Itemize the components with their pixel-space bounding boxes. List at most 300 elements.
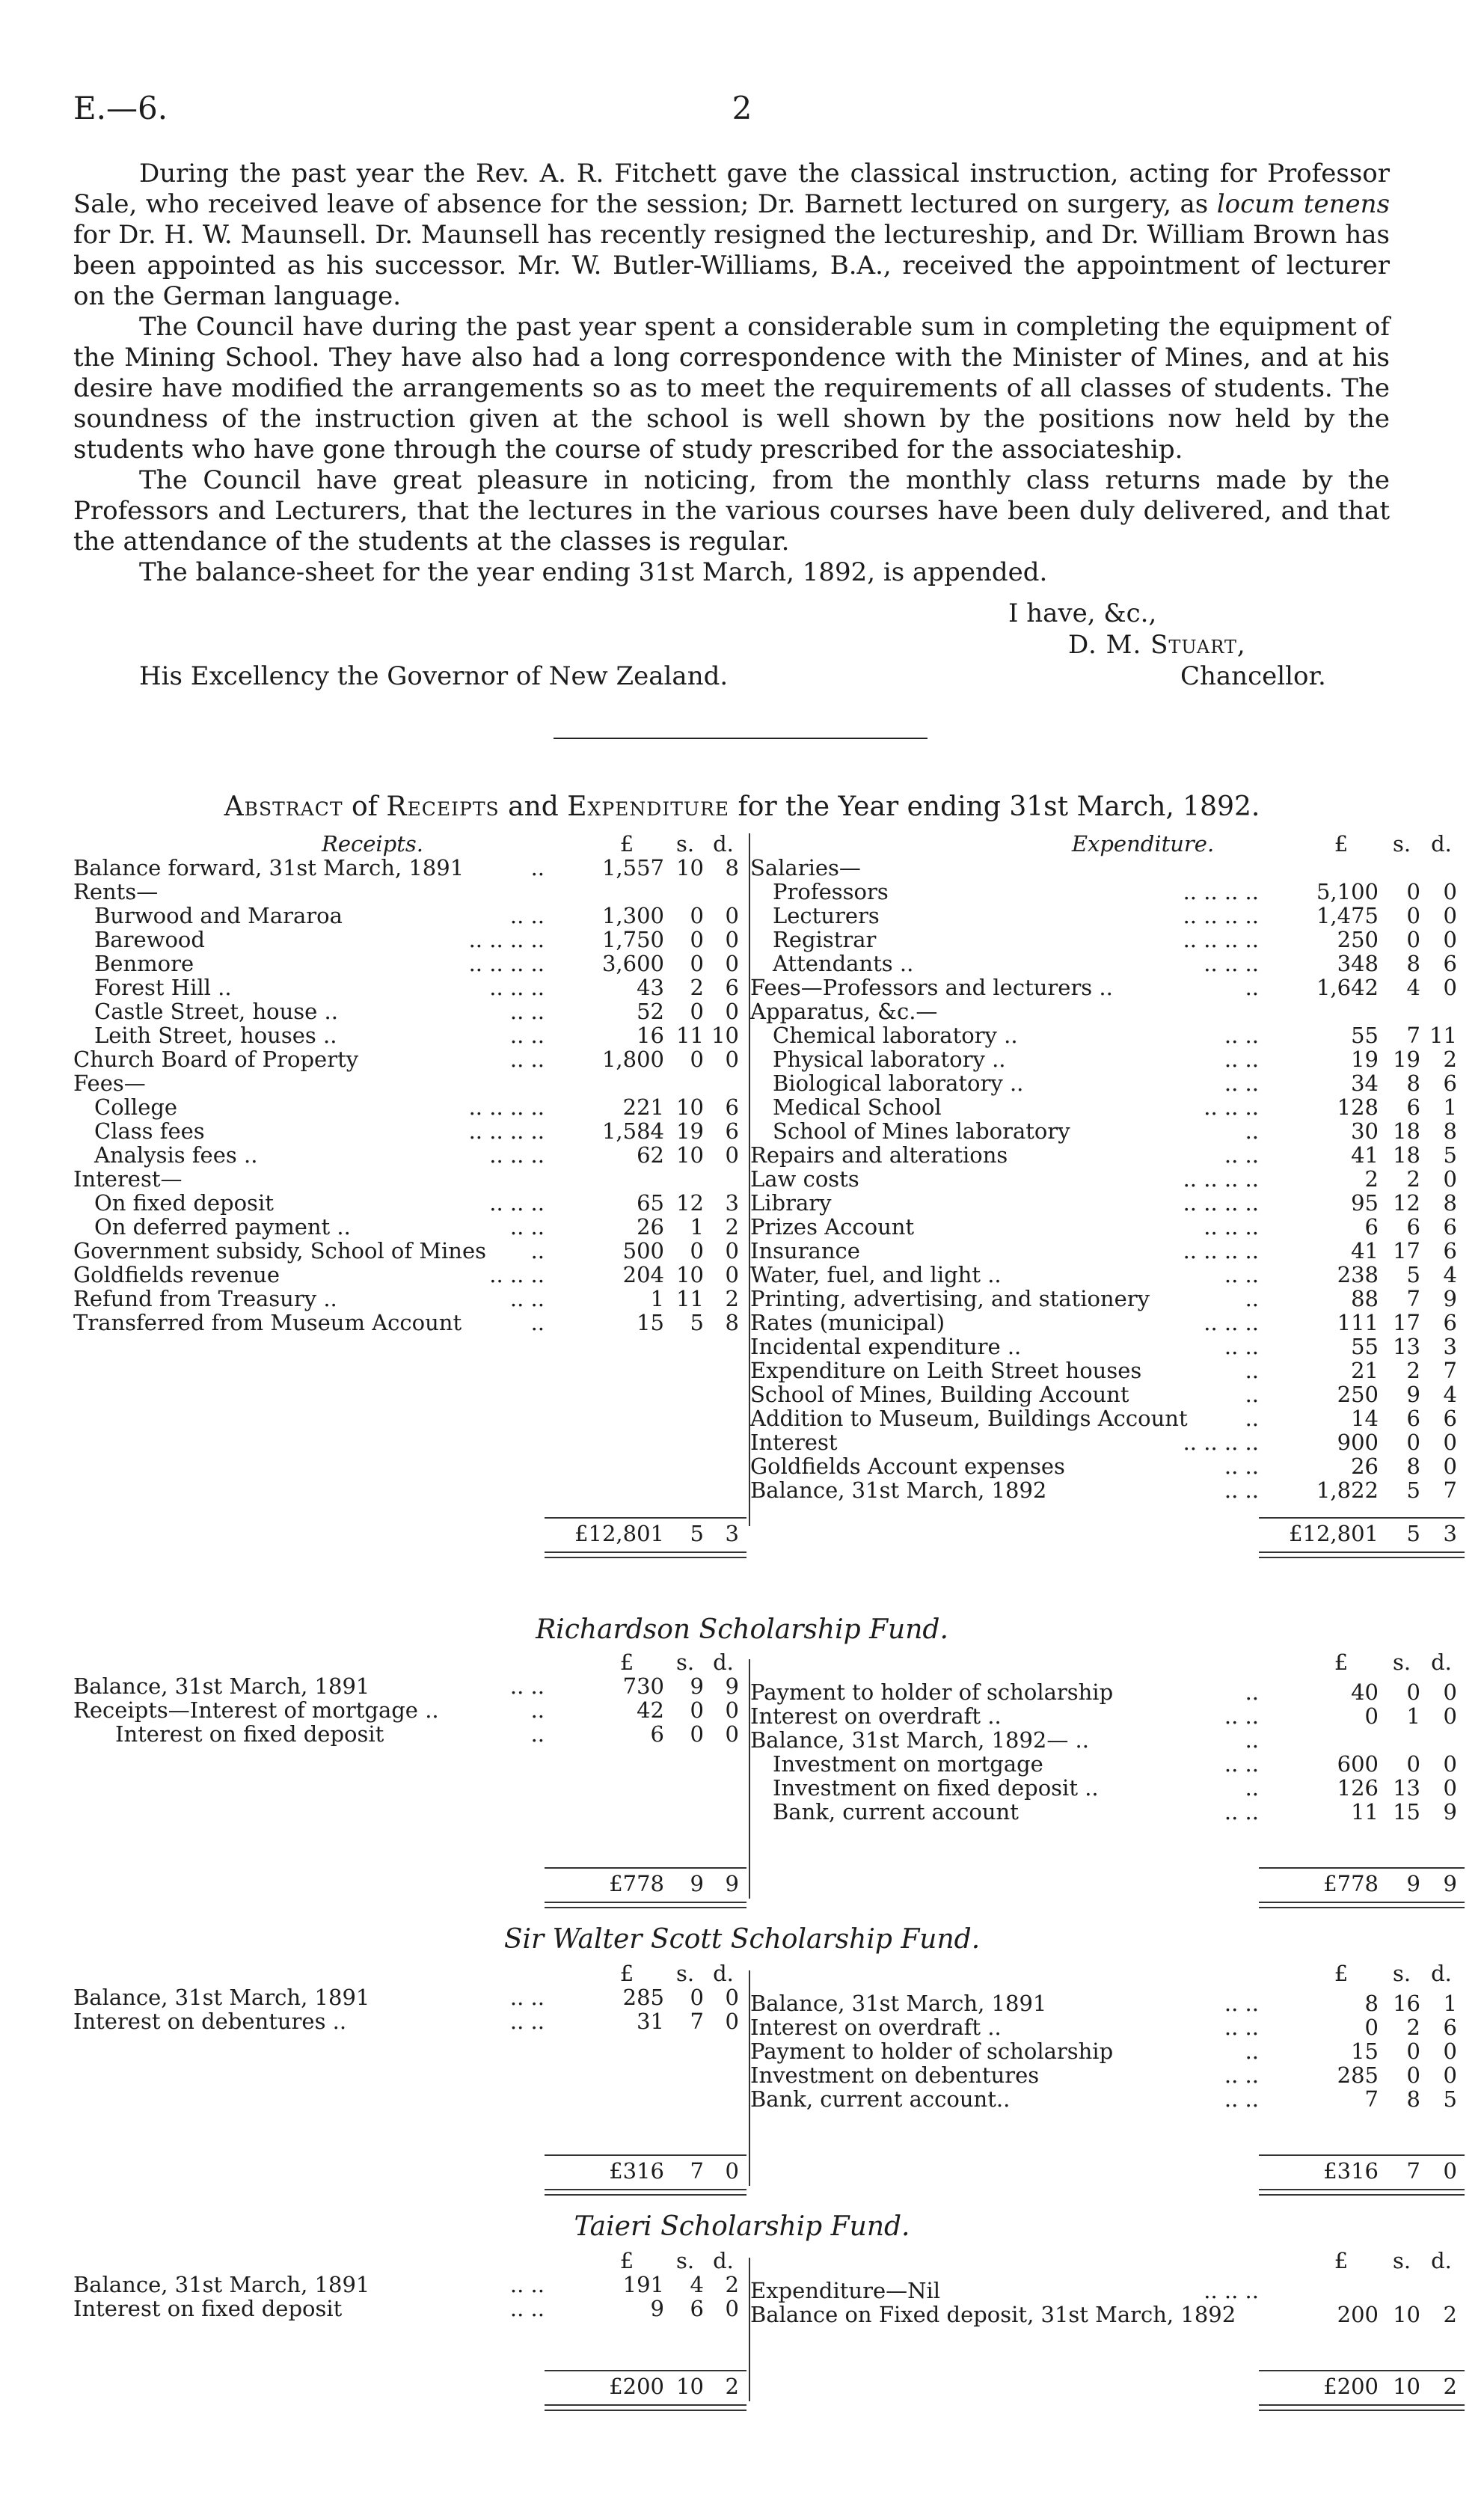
receipt-row-shillings: 11 — [676, 1023, 704, 1048]
expenditure-row-pence: 7 — [1443, 1477, 1457, 1503]
receipt-row-pounds: 1 — [650, 1286, 664, 1311]
scott-credit-row-pence: 6 — [1443, 2015, 1457, 2040]
scott-credit-row-pounds: 8 — [1364, 1991, 1379, 2016]
richardson-credit-row-label: Balance, 31st March, 1892— .. — [750, 1727, 1089, 1753]
expenditure-row-shillings: 0 — [1406, 1430, 1420, 1455]
richardson-credit-row-pounds: 0 — [1364, 1703, 1379, 1729]
expenditure-row-leader: .. .. .. .. — [1183, 1238, 1259, 1263]
receipt-row-leader: .. .. .. .. — [468, 951, 545, 976]
taieri-debit-row-shillings: 6 — [690, 2296, 704, 2321]
receipt-row-label: Forest Hill .. — [94, 975, 232, 1000]
signoff-title: Chancellor. — [1180, 661, 1326, 691]
receipt-row-label: On deferred payment .. — [94, 1214, 351, 1240]
expenditure-row-pence: 0 — [1443, 927, 1457, 952]
paragraph-staff-a: During the past year the Rev. A. R. Fitchett gave the classical instruction, acting for Professor Sale, who received leave of absence for the session; Dr. Barnett lectured on surgery, as — [73, 159, 1390, 219]
receipt-row-pence: 6 — [725, 1094, 739, 1120]
expenditure-row-label: Insurance — [750, 1238, 860, 1263]
expenditure-row-shillings: 0 — [1406, 903, 1420, 928]
page-header — [73, 90, 1411, 135]
expenditure-row-shillings: 13 — [1393, 1334, 1420, 1359]
richardson-credit-row-pounds: 40 — [1351, 1679, 1379, 1705]
expenditure-row-pence: 0 — [1443, 1453, 1457, 1479]
right-total-rule — [1259, 2370, 1465, 2371]
receipt-row-leader: .. .. .. .. — [468, 1118, 545, 1144]
expenditure-row-leader: .. .. .. — [1204, 951, 1259, 976]
receipt-row-pounds: 221 — [622, 1094, 664, 1120]
receipt-row-label: Goldfields revenue — [73, 1262, 280, 1287]
expenditure-row-leader: .. .. — [1224, 1262, 1259, 1287]
richardson-credit-row-label: Payment to holder of scholarship — [750, 1679, 1114, 1705]
expenditure-row-leader: .. .. .. .. — [1183, 927, 1259, 952]
left-total-pounds: £778 — [609, 1871, 664, 1896]
expenditure-row-pounds: 41 — [1351, 1142, 1379, 1168]
right-total-rule — [1259, 2154, 1465, 2156]
taieri-credit-row-pounds: 200 — [1337, 2302, 1379, 2327]
expenditure-row-pence: 2 — [1443, 1047, 1457, 1072]
receipt-row-shillings: 10 — [676, 855, 704, 880]
page-number: 2 — [732, 90, 752, 126]
expenditure-row-pounds: 900 — [1337, 1430, 1379, 1455]
right-currency-shillings: s. — [1392, 2248, 1411, 2273]
expenditure-row-shillings: 5 — [1406, 1477, 1420, 1503]
scott-credit-row-leader: .. .. — [1224, 2015, 1259, 2040]
receipt-row-shillings: 12 — [676, 1190, 704, 1216]
right-currency-pence: d. — [1431, 2248, 1452, 2273]
taieri-debit-row-label: Interest on fixed deposit — [73, 2296, 343, 2321]
paragraph-mining-school: The Council have during the past year spent a considerable sum in completing the equipment of the Mining School. They have also had a long correspondence with the Minister of Mines, and at his desire have modified the arrangements so as to meet the requirements of all classes of students. The soundness of the instruction given at the school is well shown by the positions now held by the students who have gone through the course of study prescribed for the associateship. — [73, 312, 1390, 465]
right-total-rule — [1259, 1867, 1465, 1869]
receipt-row-label: Balance forward, 31st March, 1891 — [73, 855, 464, 880]
richardson-debit-row-shillings: 0 — [690, 1697, 704, 1723]
receipt-row-label: Government subsidy, School of Mines — [73, 1238, 487, 1263]
expenditure-row-label: Interest — [750, 1430, 838, 1455]
receipt-row-pence: 2 — [725, 1214, 739, 1240]
taieri-debit-row-pence: 2 — [725, 2272, 739, 2297]
signoff — [73, 598, 1390, 691]
scott-title: Sir Walter Scott Scholarship Fund. — [503, 1924, 981, 1955]
receipt-row-leader: .. .. .. .. — [468, 927, 545, 952]
receipt-row-label: Rents— — [73, 879, 159, 904]
right-total-pence: 2 — [1443, 2374, 1457, 2399]
expenditure-row-shillings: 18 — [1393, 1142, 1420, 1168]
receipt-row-pence: 6 — [725, 975, 739, 1000]
signoff-greeting: I have, &c., — [1008, 598, 1157, 628]
paragraph-balance-sheet: The balance-sheet for the year ending 31st March, 1892, is appended. — [139, 557, 1048, 587]
expenditure-row-label: Library — [750, 1190, 832, 1216]
scott-credit-row-label: Balance, 31st March, 1891 — [750, 1991, 1047, 2016]
right-total-shillings: 9 — [1406, 1871, 1420, 1896]
richardson-credit-row-leader: .. — [1245, 1775, 1259, 1801]
receipt-row-leader: .. .. — [509, 1214, 545, 1240]
expenditure-row-label: Lecturers — [773, 903, 880, 928]
left-currency-pounds: £ — [619, 2248, 634, 2273]
scott-credit-row-label: Payment to holder of scholarship — [750, 2038, 1114, 2064]
right-currency-pence: d. — [1431, 831, 1452, 857]
right-total-shillings: 7 — [1406, 2158, 1420, 2184]
left-currency-pence: d. — [713, 2248, 734, 2273]
richardson-debit-row-pence: 0 — [725, 1697, 739, 1723]
expenditure-row-leader: .. .. — [1224, 1047, 1259, 1072]
expenditure-row-pounds: 95 — [1351, 1190, 1379, 1216]
taieri-credit-row-label: Balance on Fixed deposit, 31st March, 1892 — [750, 2302, 1236, 2327]
receipt-row-pence: 0 — [725, 999, 739, 1024]
expenditure-row-pence: 4 — [1443, 1262, 1457, 1287]
expenditure-row-pence: 4 — [1443, 1382, 1457, 1407]
scott-debit-row-leader: .. .. — [509, 1985, 545, 2010]
abstract-title-word-and: and — [508, 791, 559, 822]
richardson-table — [73, 1649, 1457, 1905]
right-total-shillings: 10 — [1393, 2374, 1420, 2399]
receipt-row-label: Transferred from Museum Account — [73, 1310, 462, 1335]
receipt-row-pounds: 16 — [637, 1023, 664, 1048]
receipt-row-pounds: 1,584 — [601, 1118, 664, 1144]
expenditure-row-leader: .. — [1245, 1358, 1259, 1383]
scott-credit-row-leader: .. .. — [1224, 2062, 1259, 2088]
receipt-row-pounds: 65 — [637, 1190, 664, 1216]
left-currency-pence: d. — [713, 1649, 734, 1675]
left-currency-pounds: £ — [619, 1961, 634, 1986]
right-total-pounds: £316 — [1323, 2158, 1379, 2184]
richardson-debit-row-label: Balance, 31st March, 1891 — [73, 1673, 370, 1699]
expenditure-row-shillings: 7 — [1406, 1286, 1420, 1311]
richardson-debit-row-pounds: 730 — [622, 1673, 664, 1699]
receipt-row-pence: 8 — [725, 1310, 739, 1335]
richardson-credit-row-pence: 0 — [1443, 1775, 1457, 1801]
expenditure-row-pounds: 250 — [1337, 1382, 1379, 1407]
receipt-row-pence: 0 — [725, 927, 739, 952]
expenditure-row-label: Chemical laboratory .. — [773, 1023, 1018, 1048]
right-currency-shillings: s. — [1392, 1961, 1411, 1986]
taieri-credit-row-label: Expenditure—Nil — [750, 2278, 941, 2303]
left-currency-pence: d. — [713, 1961, 734, 1986]
expenditure-row-label: Expenditure on Leith Street houses — [750, 1358, 1142, 1383]
receipt-row-leader: .. .. — [509, 1023, 545, 1048]
expenditure-row-leader: .. .. .. .. — [1183, 1190, 1259, 1216]
right-total-pence: 3 — [1443, 1521, 1457, 1546]
scott-credit-row-label: Interest on overdraft .. — [750, 2015, 1002, 2040]
expenditure-row-label: Apparatus, &c.— — [750, 999, 938, 1024]
receipt-row-leader: .. .. .. — [489, 1142, 545, 1168]
left-total-pence: 9 — [725, 1871, 739, 1896]
receipt-row-shillings: 10 — [676, 1262, 704, 1287]
left-total-rule — [545, 2370, 746, 2371]
expenditure-row-label: School of Mines laboratory — [773, 1118, 1070, 1144]
richardson-credit-row-label: Investment on fixed deposit .. — [773, 1775, 1099, 1801]
receipt-row-label: On fixed deposit — [94, 1190, 274, 1216]
expenditure-row-leader: .. .. .. .. — [1183, 879, 1259, 904]
scott-column-separator — [749, 1970, 750, 2186]
abstract-title — [0, 791, 1484, 822]
richardson-credit-row-leader: .. — [1245, 1727, 1259, 1753]
receipt-row-shillings: 11 — [676, 1286, 704, 1311]
expenditure-row-shillings: 0 — [1406, 927, 1420, 952]
expenditure-row-leader: .. .. — [1224, 1142, 1259, 1168]
right-total-shillings: 5 — [1406, 1521, 1420, 1546]
scott-credit-row-pence: 0 — [1443, 2038, 1457, 2064]
receipt-row-label: Refund from Treasury .. — [73, 1286, 337, 1311]
receipt-row-leader: .. — [530, 1310, 545, 1335]
left-total-rule — [545, 1867, 746, 1869]
receipt-row-leader: .. .. .. — [489, 975, 545, 1000]
receipt-row-leader: .. .. .. — [489, 1190, 545, 1216]
expenditure-row-shillings: 8 — [1406, 951, 1420, 976]
receipt-row-shillings: 5 — [690, 1310, 704, 1335]
expenditure-row-leader: .. .. — [1224, 1070, 1259, 1096]
receipt-row-pence: 0 — [725, 1262, 739, 1287]
taieri-debit-row-label: Balance, 31st March, 1891 — [73, 2272, 370, 2297]
expenditure-row-shillings: 17 — [1393, 1310, 1420, 1335]
taieri-credit-row-shillings: 10 — [1393, 2302, 1420, 2327]
receipt-row-label: Interest— — [73, 1166, 183, 1192]
receipt-row-shillings: 0 — [690, 1238, 704, 1263]
right-currency-pence: d. — [1431, 1649, 1452, 1675]
receipt-row-label: Barewood — [94, 927, 205, 952]
expenditure-row-shillings: 4 — [1406, 975, 1420, 1000]
expenditure-row-pence: 6 — [1443, 1070, 1457, 1096]
receipt-row-shillings: 10 — [676, 1094, 704, 1120]
richardson-credit-row-label: Investment on mortgage — [773, 1751, 1043, 1777]
receipt-row-pence: 10 — [711, 1023, 739, 1048]
expenditure-row-leader: .. — [1245, 1286, 1259, 1311]
scott-debit-row-pounds: 285 — [622, 1985, 664, 2010]
abstract-table — [73, 831, 1457, 1580]
left-total-rule — [545, 1517, 746, 1519]
abstract-title-word-of: of — [351, 791, 378, 822]
expenditure-row-shillings: 5 — [1406, 1262, 1420, 1287]
expenditure-row-leader: .. .. .. .. — [1183, 903, 1259, 928]
expenditure-row-pounds: 250 — [1337, 927, 1379, 952]
paragraph-staff-italic: locum tenens — [1216, 189, 1391, 219]
paragraph-class-returns: The Council have great pleasure in noticing, from the monthly class returns made by the Professors and Lecturers, that the lectures in the various courses have been duly delivered, and that the attendance of the students at the classes is regular. — [73, 465, 1390, 557]
receipt-row-label: Class fees — [94, 1118, 205, 1144]
scott-credit-row-pounds: 0 — [1364, 2015, 1379, 2040]
right-total-pence: 0 — [1443, 2158, 1457, 2184]
richardson-column-separator — [749, 1659, 750, 1899]
expenditure-row-shillings: 12 — [1393, 1190, 1420, 1216]
receipt-row-label: Burwood and Mararoa — [94, 903, 343, 928]
right-currency-shillings: s. — [1392, 831, 1411, 857]
taieri-column-separator — [749, 2258, 750, 2401]
expenditure-row-shillings: 9 — [1406, 1382, 1420, 1407]
scott-credit-row-pence: 5 — [1443, 2086, 1457, 2112]
expenditure-row-leader: .. — [1245, 1406, 1259, 1431]
left-total-pence: 0 — [725, 2158, 739, 2184]
richardson-debit-row-pence: 0 — [725, 1721, 739, 1747]
receipt-row-pence: 0 — [725, 1238, 739, 1263]
receipt-row-pounds: 15 — [637, 1310, 664, 1335]
richardson-title: Richardson Scholarship Fund. — [536, 1614, 948, 1645]
receipt-row-pounds: 500 — [622, 1238, 664, 1263]
left-currency-shillings: s. — [675, 1961, 695, 1986]
expenditure-row-label: Law costs — [750, 1166, 859, 1192]
left-currency-pounds: £ — [619, 831, 634, 857]
left-total-pounds: £200 — [609, 2374, 664, 2399]
expenditure-row-label: Prizes Account — [750, 1214, 915, 1240]
receipt-row-pounds: 1,300 — [601, 903, 664, 928]
expenditure-row-shillings: 6 — [1406, 1406, 1420, 1431]
left-total-pence: 2 — [725, 2374, 739, 2399]
left-total-shillings: 7 — [690, 2158, 704, 2184]
expenditure-row-leader: .. .. — [1224, 1023, 1259, 1048]
receipts-heading: Receipts. — [322, 831, 423, 857]
expenditure-row-pence: 8 — [1443, 1190, 1457, 1216]
expenditure-row-label: Fees—Professors and lecturers .. — [750, 975, 1113, 1000]
receipt-row-leader: .. .. — [509, 903, 545, 928]
richardson-credit-row-leader: .. .. — [1224, 1799, 1259, 1825]
expenditure-row-leader: .. .. — [1224, 1477, 1259, 1503]
richardson-debit-row-label: Receipts—Interest of mortgage .. — [73, 1697, 439, 1723]
expenditure-row-pounds: 41 — [1351, 1238, 1379, 1263]
expenditure-row-pence: 6 — [1443, 951, 1457, 976]
expenditure-row-shillings: 19 — [1393, 1047, 1420, 1072]
richardson-debit-row-shillings: 0 — [690, 1721, 704, 1747]
expenditure-row-leader: .. .. — [1224, 1334, 1259, 1359]
expenditure-row-leader: .. .. .. — [1204, 1094, 1259, 1120]
abstract-title-rest: for the Year ending 31st March, 1892. — [738, 791, 1260, 822]
expenditure-row-leader: .. .. .. — [1204, 1310, 1259, 1335]
receipt-row-label: Leith Street, houses .. — [94, 1023, 337, 1048]
receipt-row-label: Fees— — [73, 1070, 146, 1096]
richardson-credit-row-pence: 9 — [1443, 1799, 1457, 1825]
receipt-row-pence: 8 — [725, 855, 739, 880]
left-currency-pence: d. — [713, 831, 734, 857]
right-total-double-rule — [1259, 2189, 1465, 2196]
column-separator — [749, 833, 750, 1526]
scott-debit-row-shillings: 7 — [690, 2009, 704, 2034]
expenditure-row-shillings: 8 — [1406, 1453, 1420, 1479]
receipt-row-shillings: 10 — [676, 1142, 704, 1168]
left-total-pence: 3 — [725, 1521, 739, 1546]
scott-credit-row-pounds: 7 — [1364, 2086, 1379, 2112]
document-code: E.—6. — [73, 90, 168, 126]
expenditure-row-pence: 9 — [1443, 1286, 1457, 1311]
taieri-debit-row-pence: 0 — [725, 2296, 739, 2321]
richardson-debit-row-leader: .. — [530, 1721, 545, 1747]
expenditure-row-pence: 8 — [1443, 1118, 1457, 1144]
expenditure-row-shillings: 2 — [1406, 1166, 1420, 1192]
abstract-title-word-expenditure: Expenditure — [567, 791, 730, 822]
right-total-pounds: £12,801 — [1289, 1521, 1379, 1546]
receipt-row-shillings: 0 — [690, 999, 704, 1024]
expenditure-row-leader: .. — [1245, 1382, 1259, 1407]
expenditure-row-label: Rates (municipal) — [750, 1310, 945, 1335]
receipt-row-shillings: 0 — [690, 951, 704, 976]
signoff-addressee: His Excellency the Governor of New Zealand. — [139, 661, 729, 691]
right-total-pounds: £778 — [1323, 1871, 1379, 1896]
expenditure-row-label: Salaries— — [750, 855, 861, 880]
expenditure-row-leader: .. .. — [1224, 1453, 1259, 1479]
receipt-row-pence: 0 — [725, 1047, 739, 1072]
expenditure-row-leader: .. .. .. .. — [1183, 1430, 1259, 1455]
receipt-row-label: Benmore — [94, 951, 194, 976]
scott-debit-row-label: Interest on debentures .. — [73, 2009, 347, 2034]
receipt-row-leader: .. .. — [509, 1286, 545, 1311]
receipt-row-pence: 0 — [725, 1142, 739, 1168]
receipt-row-shillings: 19 — [676, 1118, 704, 1144]
right-total-rule — [1259, 1517, 1465, 1519]
expenditure-row-shillings: 18 — [1393, 1118, 1420, 1144]
taieri-debit-row-leader: .. .. — [509, 2272, 545, 2297]
receipt-row-shillings: 0 — [690, 927, 704, 952]
scott-credit-row-leader: .. .. — [1224, 1991, 1259, 2016]
expenditure-row-label: Registrar — [773, 927, 877, 952]
expenditure-row-pence: 6 — [1443, 1406, 1457, 1431]
expenditure-row-label: Incidental expenditure .. — [750, 1334, 1022, 1359]
expenditure-row-label: Medical School — [773, 1094, 942, 1120]
expenditure-row-shillings: 2 — [1406, 1358, 1420, 1383]
richardson-credit-row-label: Bank, current account — [773, 1799, 1019, 1825]
right-total-pence: 9 — [1443, 1871, 1457, 1896]
section-divider — [554, 738, 927, 739]
expenditure-row-shillings: 7 — [1406, 1023, 1420, 1048]
richardson-debit-row-leader: .. .. — [509, 1673, 545, 1699]
expenditure-row-pounds: 14 — [1351, 1406, 1379, 1431]
receipt-row-pounds: 26 — [637, 1214, 664, 1240]
expenditure-row-leader: .. — [1245, 975, 1259, 1000]
left-total-pounds: £12,801 — [574, 1521, 664, 1546]
receipt-row-label: Analysis fees .. — [94, 1142, 258, 1168]
expenditure-heading: Expenditure. — [1071, 831, 1215, 857]
scott-debit-row-label: Balance, 31st March, 1891 — [73, 1985, 370, 2010]
expenditure-row-pence: 6 — [1443, 1238, 1457, 1263]
expenditure-row-pence: 0 — [1443, 1166, 1457, 1192]
richardson-credit-row-pence: 0 — [1443, 1679, 1457, 1705]
receipt-row-pounds: 43 — [637, 975, 664, 1000]
left-total-shillings: 10 — [676, 2374, 704, 2399]
richardson-debit-row-label: Interest on fixed deposit — [115, 1721, 384, 1747]
expenditure-row-label: Biological laboratory .. — [773, 1070, 1024, 1096]
richardson-credit-row-pounds: 126 — [1337, 1775, 1379, 1801]
richardson-credit-row-shillings: 0 — [1406, 1751, 1420, 1777]
expenditure-row-pence: 0 — [1443, 903, 1457, 928]
receipt-row-pounds: 204 — [622, 1262, 664, 1287]
richardson-credit-row-leader: .. .. — [1224, 1703, 1259, 1729]
receipt-row-pounds: 1,800 — [601, 1047, 664, 1072]
receipt-row-shillings: 0 — [690, 903, 704, 928]
receipt-row-leader: .. .. .. — [489, 1262, 545, 1287]
scott-credit-row-pounds: 285 — [1337, 2062, 1379, 2088]
richardson-credit-row-pence: 0 — [1443, 1751, 1457, 1777]
richardson-debit-row-shillings: 9 — [690, 1673, 704, 1699]
left-currency-shillings: s. — [675, 2248, 695, 2273]
richardson-credit-row-shillings: 15 — [1393, 1799, 1420, 1825]
taieri-debit-row-shillings: 4 — [690, 2272, 704, 2297]
receipt-row-shillings: 2 — [690, 975, 704, 1000]
scott-credit-row-shillings: 0 — [1406, 2062, 1420, 2088]
scott-credit-row-leader: .. — [1245, 2038, 1259, 2064]
receipt-row-shillings: 1 — [690, 1214, 704, 1240]
left-total-double-rule — [545, 2404, 746, 2411]
expenditure-row-pence: 6 — [1443, 1310, 1457, 1335]
taieri-debit-row-leader: .. .. — [509, 2296, 545, 2321]
receipt-row-leader: .. .. — [509, 999, 545, 1024]
expenditure-row-pounds: 21 — [1351, 1358, 1379, 1383]
receipt-row-pence: 0 — [725, 951, 739, 976]
expenditure-row-label: Attendants .. — [773, 951, 914, 976]
expenditure-row-pounds: 34 — [1351, 1070, 1379, 1096]
receipt-row-pounds: 52 — [637, 999, 664, 1024]
expenditure-row-label: Physical laboratory .. — [773, 1047, 1006, 1072]
expenditure-row-label: School of Mines, Building Account — [750, 1382, 1129, 1407]
left-total-double-rule — [545, 2189, 746, 2196]
expenditure-row-shillings: 8 — [1406, 1070, 1420, 1096]
scott-credit-row-pence: 0 — [1443, 2062, 1457, 2088]
right-currency-pence: d. — [1431, 1961, 1452, 1986]
abstract-title-word-abstract: Abstract — [224, 791, 343, 822]
richardson-credit-row-pounds: 11 — [1351, 1799, 1379, 1825]
scott-credit-row-shillings: 8 — [1406, 2086, 1420, 2112]
receipt-row-pounds: 1,557 — [601, 855, 664, 880]
